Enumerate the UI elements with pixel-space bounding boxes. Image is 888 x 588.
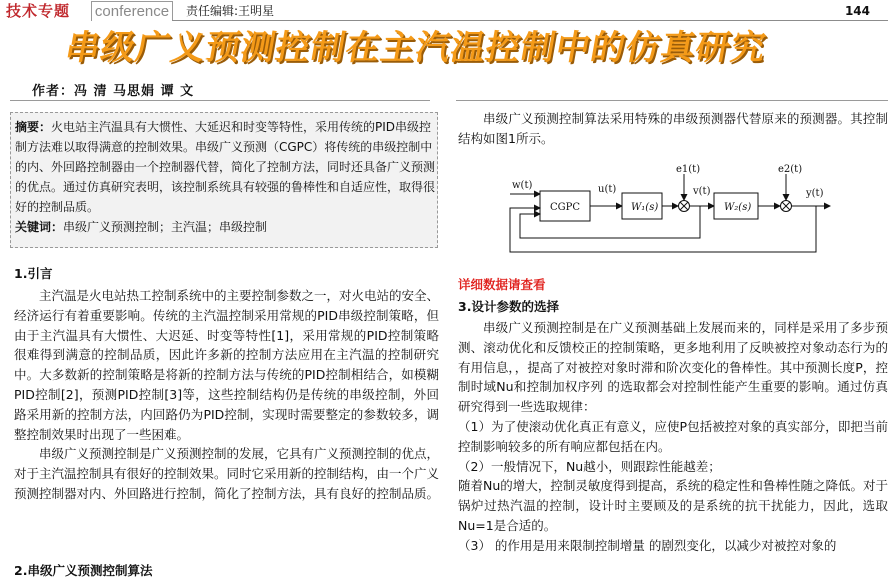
conference-tab: conference [91,1,173,21]
abstract-label: 摘要： [15,120,52,134]
section-3-paragraph-2: 随着Nu的增大，控制灵敏度得到提高，系统的稳定性和鲁棒性随之降低。对于锅炉过热汽温的控制，设计时主要顾及的是系统的抗干扰能力，因此，选取Nu=1是合适的。 [458,478,888,533]
section-1-paragraph-2: 串级广义预测控制是广义预测控制的发展，它具有广义预测控制的优点，对于主汽温控制具有很好的控制效果。同时它采用新的控制结构，由一个广义预测控制器对内、外回路进行控制，简化了控制方法，具有良好的控制品质。 [14,446,440,501]
keywords-text: 串级广义预测控制；主汽温；串级控制 [63,220,268,234]
algorithm-intro: 串级广义预测控制算法采用特殊的串级预测器代替原来的预测器。其控制结构如图1所示。 [458,111,888,146]
keywords-label: 关键词： [15,220,64,234]
control-structure-diagram [500,162,840,260]
detail-data-link[interactable]: 详细数据请查看 [458,277,546,292]
section-3-paragraph-1: 串级广义预测控制是在广义预测基础上发展而来的，同样是采用了多步预测、滚动优化和反馈校正的控制策略，更多地利用了反映被控对象动态行为的有用信息，，提高了对被控对象时滞和阶次变化的鲁棒性。其中预测长度P，控制时域Nu和控制加权序列 的选取都会对控制性能产生重要的影响。通过仿真研究得到一些选取规律： [458,320,888,415]
section-3-title: 3.设计参数的选择 [458,299,559,314]
section-brand: 技术专题 [6,2,71,20]
label-y: y(t) [806,188,824,199]
section-3-body [458,318,888,556]
abstract-text: 火电站主汽温具有大惯性、大延迟和时变等特性，采用传统的PID串级控制方法难以取得满意的控制效果。串级广义预测（CGPC）将传统的串级控制中的内、外回路控制器由一个控制器代替，简化了控制方法，同时还具备广义预测的优点。通过仿真研究表明，该控制系统具有较强的鲁棒性和自适应性，取得很好的控制品质。 [15,120,436,214]
label-cgpc: CGPC [550,202,581,213]
section-3-item-2: （2）一般情况下，Nu越小，则跟踪性能越差； [458,458,721,474]
section-1-paragraph-1: 主汽温是火电站热工控制系统中的主要控制参数之一，对火电站的安全、经济运行有着重要影响。传统的主汽温控制采用常规的PID串级控制策略，但由于主汽温具有大惯性、大迟延、时变等特性[1]，采用常规的PID控制策略很难得到满意的控制品质，因此许多新的控制方法应用在主汽温的控制研究中。大多数新的控制策略是将新的控制方法与传统的PID控制相结合，如模糊PID控制[2]，预测PID控制[3]等，这些控制结构仍是传统的串级控制，外回路采用新的控制方法，内回路仍为PID控制，实现时需要整定的参数较多，调整控制效果时出现了一些困难。 [14,288,440,442]
abstract-paragraph [15,117,437,217]
label-e2: e2(t) [778,164,803,175]
page-header [0,0,888,22]
author-rule-right [456,100,888,101]
header-rule [172,20,888,21]
section-3-item-3: （3） 的作用是用来限制控制增量 的剧烈变化，以减少对被控对象的 [458,537,837,553]
block-diagram-svg [500,162,840,260]
section-1-body [14,286,439,504]
editor-credit: 责任编辑:王明星 [186,4,275,18]
article-title: 串级广义预测控制在主汽温控制中的仿真研究 [62,28,770,68]
authors: 作者：冯 清 马思娟 谭 文 [32,84,195,99]
section-2-title: 2.串级广义预测控制算法 [14,563,153,578]
page-number: 144 [844,4,870,18]
section-3-item-1: （1）为了使滚动优化真正有意义，应使P包括被控对象的真实部分，即把当前控制影响较多的所有响应都包括在内。 [458,418,888,454]
abstract-box [10,112,438,248]
label-w: w(t) [512,180,533,191]
keywords-line [15,217,437,237]
label-e1: e1(t) [676,164,701,175]
label-w1: W₁(s) [631,202,659,213]
label-u: u(t) [598,184,617,195]
label-w2: W₂(s) [724,202,752,213]
author-rule [10,100,430,101]
section-1-title: 1.引言 [14,266,53,281]
label-v: v(t) [693,186,711,197]
